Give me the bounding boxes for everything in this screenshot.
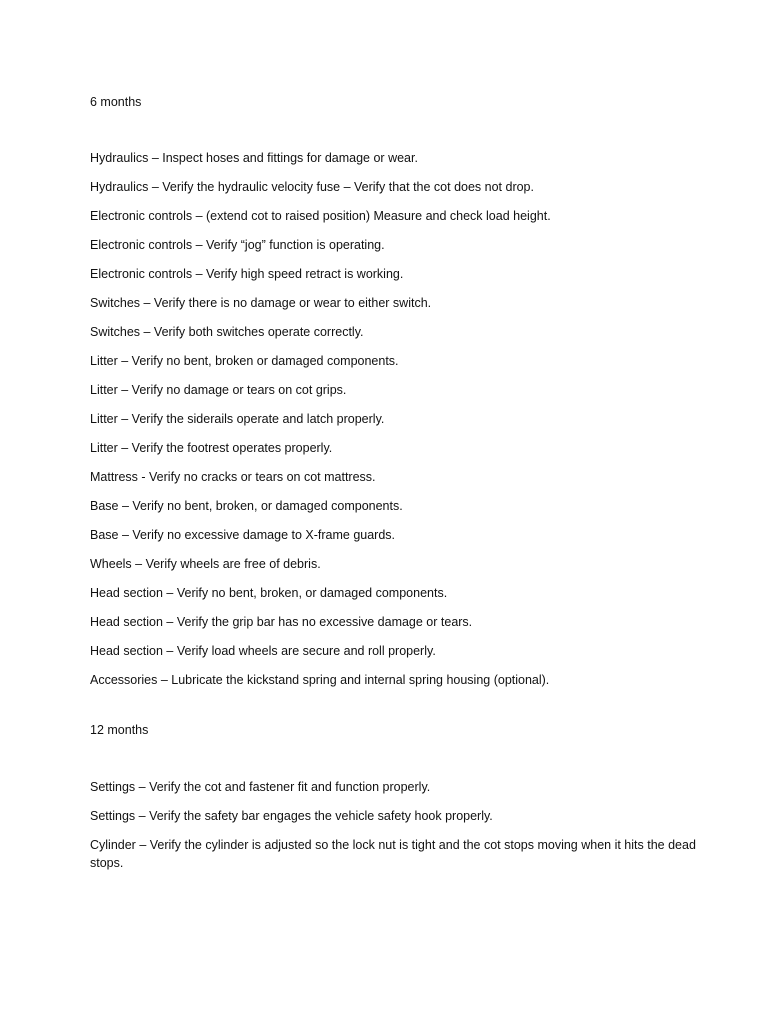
list-item: Litter – Verify no bent, broken or damaged components. xyxy=(90,354,399,368)
list-item: Head section – Verify load wheels are secure and roll properly. xyxy=(90,644,436,658)
checklist xyxy=(90,149,700,689)
list-item: Settings – Verify the cot and fastener fit and function properly. xyxy=(90,780,431,794)
list-item: Litter – Verify the siderails operate and latch properly. xyxy=(90,412,385,426)
section-6-months xyxy=(90,92,700,689)
list-item: Head section – Verify no bent, broken, or damaged components. xyxy=(90,586,448,600)
list-item: Cylinder – Verify the cylinder is adjusted so the lock nut is tight and the cot stops moving when it hits the dead stops. xyxy=(90,838,696,870)
list-item: Hydraulics – Inspect hoses and fittings for damage or wear. xyxy=(90,151,418,165)
list-item: Head section – Verify the grip bar has no excessive damage or tears. xyxy=(90,615,473,629)
section-12-months xyxy=(90,720,700,872)
list-item: Switches – Verify there is no damage or wear to either switch. xyxy=(90,296,432,310)
section-heading: 12 months xyxy=(90,723,149,737)
section-heading: 6 months xyxy=(90,95,142,109)
list-item: Electronic controls – (extend cot to raised position) Measure and check load height. xyxy=(90,209,551,223)
list-item: Switches – Verify both switches operate correctly. xyxy=(90,325,364,339)
list-item: Mattress - Verify no cracks or tears on cot mattress. xyxy=(90,470,376,484)
list-item: Litter – Verify no damage or tears on cot grips. xyxy=(90,383,347,397)
checklist xyxy=(90,778,700,872)
list-item: Base – Verify no excessive damage to X-frame guards. xyxy=(90,528,396,542)
document-page xyxy=(90,92,700,883)
list-item: Base – Verify no bent, broken, or damaged components. xyxy=(90,499,403,513)
list-item: Settings – Verify the safety bar engages the vehicle safety hook properly. xyxy=(90,809,493,823)
list-item: Accessories – Lubricate the kickstand spring and internal spring housing (optional). xyxy=(90,673,550,687)
list-item: Wheels – Verify wheels are free of debris. xyxy=(90,557,321,571)
list-item: Hydraulics – Verify the hydraulic velocity fuse – Verify that the cot does not drop. xyxy=(90,180,534,194)
list-item: Electronic controls – Verify high speed retract is working. xyxy=(90,267,404,281)
list-item: Electronic controls – Verify “jog” function is operating. xyxy=(90,238,385,252)
list-item: Litter – Verify the footrest operates properly. xyxy=(90,441,333,455)
